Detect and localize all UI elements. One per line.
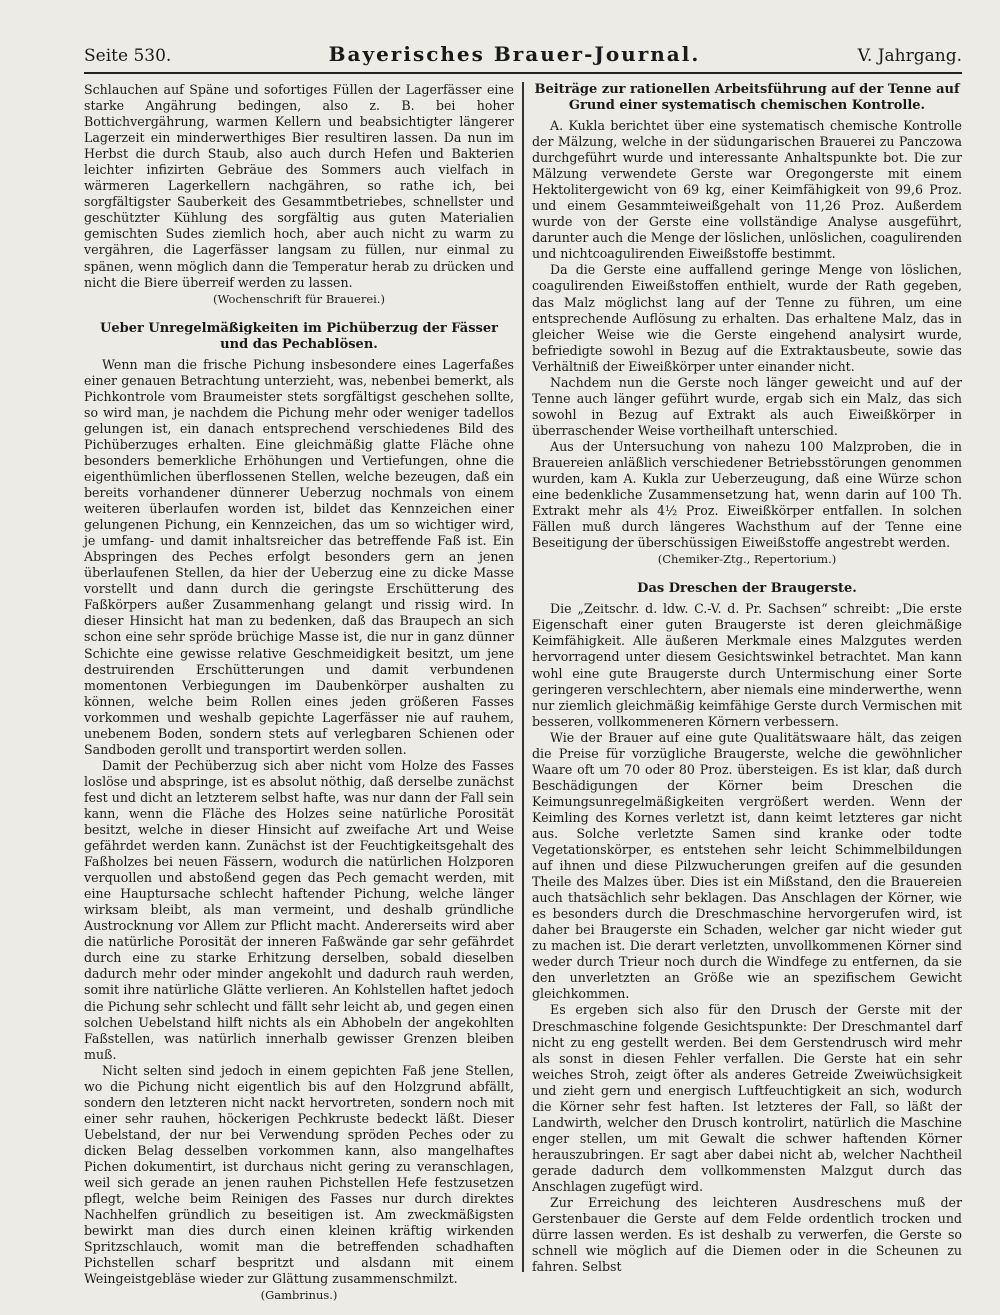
article-paragraph: Zur Erreichung des leichteren Ausdreschens muß der Gerstenbauer die Gerste auf dem Felde ordentlich trocken und dürre lassen werden. Es ist deshalb zu verwerfen, die Gerste so schnell wie möglich auf die Diemen oder in die Scheunen zu fahren. Selbst <box>532 1195 962 1275</box>
article-paragraph: Da die Gerste eine auffallend geringe Menge von löslichen, coagulirenden Eiweißstoffen enthielt, wurde der Rath gegeben, das Malz möglichst lang auf der Tenne zu führen, um eine entsprechende Auflösung zu erhalten. Das erhaltene Malz, das in gleicher Weise wie die Gerste eingehend analysirt wurde, befriedigte sowohl in Bezug auf die Extraktausbeute, sowie das Verhältniß der Eiweißkörper unter einander nicht. <box>532 262 962 374</box>
left-column <box>84 82 522 1303</box>
article-heading: Ueber Unregelmäßigkeiten im Pichüberzug der Fässer und das Pechablösen. <box>100 320 498 352</box>
article-paragraph: Wie der Brauer auf eine gute Qualitätswaare hält, das zeigen die Preise für vorzügliche Braugerste, welche die gewöhnlicher Waare oft um 70 oder 80 Proz. übersteigen. Es ist klar, daß durch Beschädigungen der Körner beim Dreschen die Keimungsunregelmäßigkeiten vergrößert werden. Wenn der Keimling des Kornes verletzt ist, dann keimt letzteres gar nicht aus. Solche verletzte Samen sind kranke oder todte Vegetationskörper, es entstehen sehr leicht Schimmelbildungen auf ihnen und diese Pilzwucherungen greifen auf die gesunden Theile des Malzes über. Dies ist ein Mißstand, den die Brauereien auch thatsächlich sehr beklagen. Das Anschlagen der Körner, wie es besonders durch die Dreschmaschine hervorgerufen wird, ist daher bei Braugerste ein Schaden, welcher gar nicht wieder gut zu machen ist. Die derart verletzten, unvollkommenen Körner sind weder durch Trieur noch durch die Windfege zu entfernen, da sie den unverletzten an Größe wie an spezifischem Gewicht gleichkommen. <box>532 729 962 1002</box>
continued-paragraph: Schlauchen auf Späne und sofortiges Füllen der Lagerfässer eine starke Angährung bedingen, also z. B. bei hoher Bottichvergährung, warmen Kellern und beabsichtigter längerer Lagerzeit ein minderwerthiges Bier resultiren lassen. Da nun im Herbst die durch Staub, also auch durch Hefen und Bakterien leichter infizirten Gebräue des Sommers auch vielfach in wärmeren Lagerkellern nachgähren, so rathe ich, bei sorgfältigster Sauberkeit des Gesammtbetriebes, schnellster und geschützter Kühlung des sorgfältig aus guten Materialien gemischten Sudes ziemlich hoch, aber auch nicht zu warm zu vergähren, die Lagerfässer langsam zu füllen, nur einmal zu spänen, wenn möglich dann die Temperatur herab zu drücken und nicht die Biere überreif werden zu lassen. <box>84 82 514 290</box>
right-column <box>524 82 962 1282</box>
article-paragraph: Wenn man die frische Pichung insbesondere eines Lagerfaßes einer genauen Betrachtung unterzieht, was, nebenbei bemerkt, als Pichkontrole vom Braumeister stets sorgfältigst geschehen sollte, so wird man, je nachdem die Pichung mehr oder weniger tadellos gelungen ist, ein danach entsprechend verschiedenes Bild des Pichüberzuges erhalten. Eine gleichmäßig glatte Fläche ohne besonders bemerkliche Erhöhungen und Vertiefungen, ohne die eigenthümlichen überflossenen Stellen, welche bezeugen, daß ein bereits vorhandener dünnerer Ueberzug nochmals von einem weiteren überlaufen worden ist, bildet das Kennzeichen einer gelungenen Pichung, ein Kennzeichen, das um so wichtiger wird, je umfang- und damit inhaltsreicher das betreffende Faß ist. Ein Abspringen des Peches erfolgt besonders gern an jenen überlaufenen Stellen, da hier der Ueberzug eine zu dicke Masse vorstellt und dann durch die geringste Erschütterung des Faßkörpers außer Zusammenhang gelangt und rissig wird. In dieser Hinsicht hat man zu bedenken, daß das Braupech an sich schon eine sehr spröde brüchige Masse ist, die nur in ganz dünner Schichte eine gewisse relative Geschmeidigkeit besitzt, um jene destruirenden Erschütterungen und damit verbundenen momentonen Verbiegungen im Daubenkörper aushalten zu können, welche beim Rollen eines jeden größeren Fasses vorkommen und weshalb gepichte Lagerfässer nie auf rauhem, unebenem Boden, sondern stets auf verlegbaren Schienen oder Sandboden gerollt und transportirt werden sollen. <box>84 356 514 757</box>
article-paragraph: Die „Zeitschr. d. ldw. C.-V. d. Pr. Sachsen“ schreibt: „Die erste Eigenschaft einer guten Braugerste ist deren gleichmäßige Keimfähigkeit. Alle äußeren Merkmale eines Malzgutes werden hervorragend unter diesem Gesichtswinkel betrachtet. Man kann wohl eine gute Braugerste durch Untermischung einer Sorte geringeren verschlechtern, aber niemals eine minderwerthe, wenn nur ziemlich gleichmäßig keimfähige Gerste durch Vermischen mit besseren, vollkommeneren Körnern verbessern. <box>532 601 962 729</box>
volume-label: V. Jahrgang. <box>857 46 962 66</box>
article-paragraph: Es ergeben sich also für den Drusch der Gerste mit der Dreschmaschine folgende Gesichtspunkte: Der Dreschmantel darf nicht zu eng gestellt werden. Bei dem Gerstendrusch wird mehr als sonst in diesen Fehler verfallen. Die Gerste hat ein sehr weiches Stroh, zeigt öfter als anderes Getreide Zweiwüchsigkeit und zieht gern und energisch Luftfeuchtigkeit an sich, wodurch die Körner sehr fest haften. Ist letzteres der Fall, so läßt der Landwirth, welcher den Drusch kontrolirt, natürlich die Maschine enger stellen, um mit Gewalt die schwer haftenden Körner herauszubringen. Er sagt aber dabei nicht ab, welcher Nachtheil gerade dadurch dem vollkommensten Malzgut durch das Anschlagen zugefügt wird. <box>532 1002 962 1194</box>
article-paragraph: A. Kukla berichtet über eine systematisch chemische Kontrolle der Mälzung, welche in der südungarischen Brauerei zu Panczowa durchgeführt wurde und interessante Anhaltspunkte bot. Die zur Mälzung verwendete Gerste war Oregongerste mit einem Hektolitergewicht von 69 kg, einer Keimfähigkeit von 99,6 Proz. und einem Gesammteiweißgehalt von 11,26 Proz. Außerdem wurde von der Gerste eine vollständige Analyse ausgeführt, darunter auch die Menge der löslichen, unlöslichen, coagulirenden und nichtcoagulirenden Eiweißstoffe bestimmt. <box>532 118 962 262</box>
text-columns <box>84 82 962 1303</box>
page-header <box>84 42 962 74</box>
article-paragraph: Aus der Untersuchung von nahezu 100 Malzproben, die in Brauereien anläßlich verschiedener Betriebsstörungen genommen wurden, kam A. Kukla zur Ueberzeugung, daß eine Würze schon eine bedenkliche Zusammensetzung hat, wenn darin auf 100 Th. Extrakt mehr als 4½ Proz. Eiweißkörper entfallen. In solchen Fällen muß durch längeres Wachsthum auf der Tenne eine Beseitigung der überschüssigen Eiweißstoffe angestrebt werden. <box>532 438 962 551</box>
source-citation: (Gambrinus.) <box>260 1288 338 1303</box>
article-paragraph: Nachdem nun die Gerste noch länger geweicht und auf der Tenne auch länger geführt wurde, ergab sich ein Malz, das sich sowohl in Bezug auf Extrakt als auch Eiweißkörper in überraschender Weise vortheilhaft unterschied. <box>532 374 962 438</box>
page-number: Seite 530. <box>84 46 172 66</box>
source-citation: (Wochenschrift für Brauerei.) <box>213 291 385 306</box>
article-heading: Das Dreschen der Braugerste. <box>637 581 857 597</box>
source-citation: (Chemiker-Ztg., Repertorium.) <box>657 552 837 567</box>
article-paragraph: Damit der Pechüberzug sich aber nicht vom Holze des Fasses loslöse und abspringe, ist es absolut nöthig, daß derselbe zunächst fest und dicht an letzterem selbst hafte, was nur dann der Fall sein kann, wenn die Fläche des Holzes seine natürliche Porosität besitzt, welche in dieser Hinsicht auf zweifache Art und Weise gefährdet werden kann. Zunächst ist der Feuchtigkeitsgehalt des Faßholzes bei neuen Fässern, wodurch die natürlichen Holzporen verquollen und abstoßend gegen das Pech gemacht werden, mit eine Hauptursache schlecht haftender Pichung, welche länger wirksam bleibt, als man vermeint, und deshalb gründliche Austrocknung vor Allem zur Pflicht macht. Andererseits wird aber die natürliche Porosität der inneren Faßwände gar sehr gefährdet durch eine zu starke Erhitzung derselben, sobald dieselben dadurch mehr oder minder angekohlt und dadurch rauh werden, somit ihre natürliche Glätte verlieren. An Kohlstellen haftet jedoch die Pichung sehr schlecht und fällt sehr leicht ab, und gegen einen solchen Uebelstand hilft nichts als ein Abhobeln der angekohlten Faßstellen, was natürlich innerhalb gewisser Grenzen bleiben muß. <box>84 757 514 1062</box>
article-paragraph: Nicht selten sind jedoch in einem gepichten Faß jene Stellen, wo die Pichung nicht eigentlich bis auf den Holzgrund abfällt, sondern den letzteren nicht nackt hervortreten, sondern noch mit einer sehr rauhen, höckerigen Pechkruste bedeckt läßt. Dieser Uebelstand, der nur bei Verwendung spröden Peches oder zu dicken Belag desselben vorkommen kann, also mangelhaftes Pichen dokumentirt, ist durchaus nicht gering zu veranschlagen, weil sich gerade an jenen rauhen Pichstellen Hefe festzusetzen pflegt, welche beim Reinigen des Fasses nur durch direktes Nachhelfen gründlich zu beseitigen ist. Am zweckmäßigsten bewirkt man dies durch einen kleinen kräftig wirkenden Spritzschlauch, womit man die betreffenden schadhaften Pichstellen scharf bespritzt und alsdann mit einem Weingeistgebläse wieder zur Glättung zusammenschmilzt. <box>84 1062 514 1287</box>
article-heading: Beiträge zur rationellen Arbeitsführung auf der Tenne auf Grund einer systematisch chemischen Kontrolle. <box>534 82 960 113</box>
journal-title: Bayerisches Brauer-Journal. <box>328 42 701 66</box>
